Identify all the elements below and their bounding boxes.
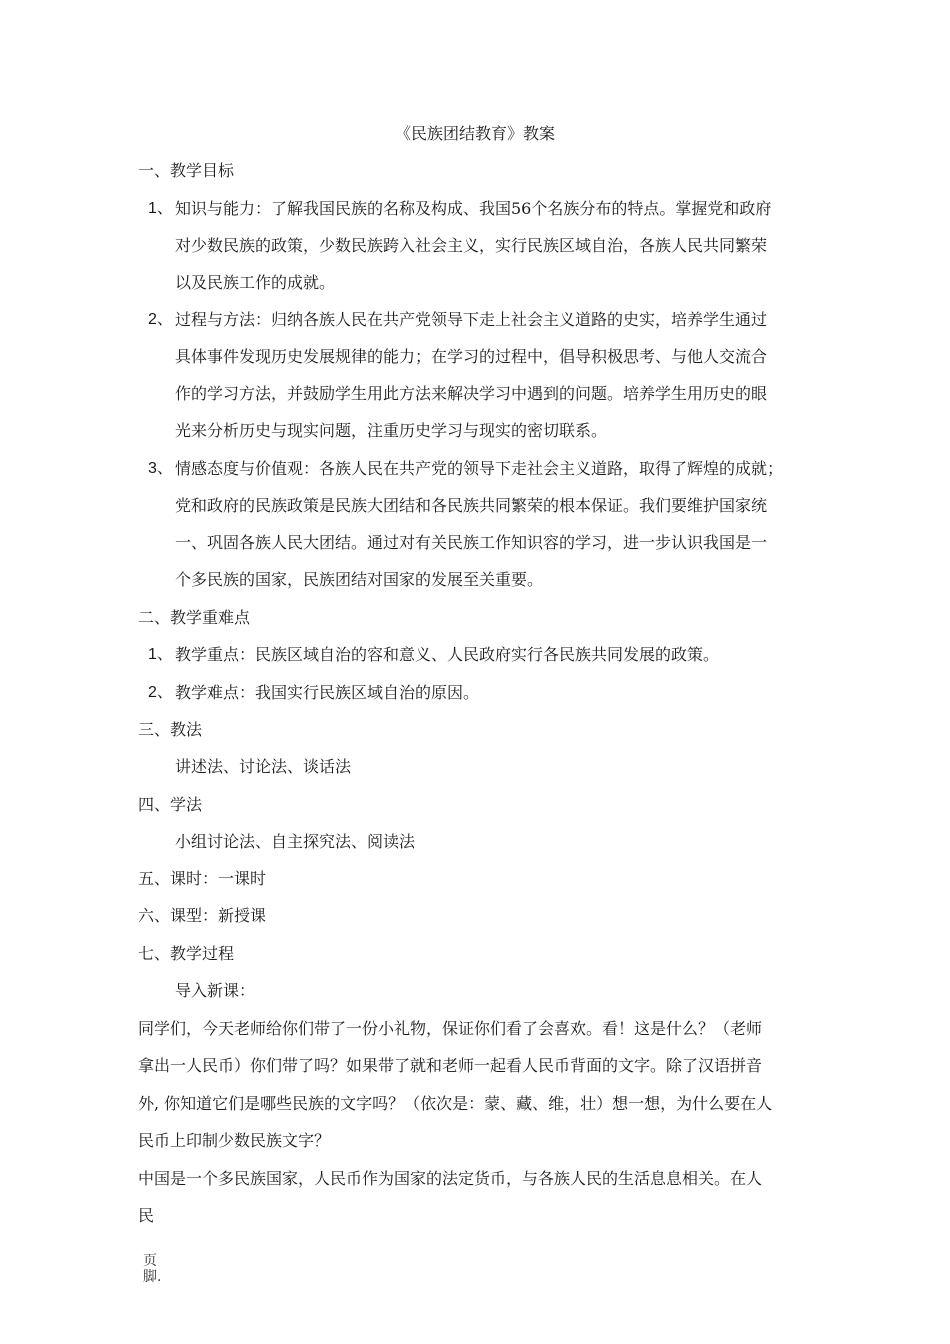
paragraph-line: 知识与能力：了解我国民族的名称及构成、我国56个名族分布的特点。掌握党和政府 (175, 199, 772, 218)
list-number: 1、 (148, 646, 173, 663)
paragraph-line: 教学重点：民族区域自治的容和意义、人民政府实行各民族共同发展的政策。 (175, 645, 720, 664)
paragraph-line: 导入新课： (175, 981, 256, 1000)
paragraph-line: 作的学习方法，并鼓励学生用此方法来解决学习中遇到的问题。培养学生用历史的眼 (175, 384, 768, 403)
paragraph-line: 个多民族的国家，民族团结对国家的发展至关重要。 (175, 570, 544, 589)
section-heading-teaching-methods: 三、教法 (138, 720, 203, 739)
paragraph-line: 光来分析历史与现实问题，注重历史学习与现实的密切联系。 (175, 421, 608, 440)
section-heading-class-type: 六、课型：新授课 (138, 906, 267, 925)
list-number: 2、 (148, 311, 173, 328)
paragraph-line: 过程与方法：归纳各族人民在共产党领导下走上社会主义道路的史实，培养学生通过 (175, 310, 768, 329)
paragraph-line: 拿出一人民币）你们带了吗？如果带了就和老师一起看人民币背面的文字。除了汉语拼音 (138, 1056, 763, 1075)
list-number: 3、 (148, 460, 173, 477)
section-heading-teaching-process: 七、教学过程 (138, 944, 235, 963)
paragraph-line: 外, 你知道它们是哪些民族的文字吗？（依次是：蒙、藏、维，壮）想一想，为什么要在人 (138, 1094, 773, 1113)
section-heading-class-hours: 五、课时：一课时 (138, 869, 267, 888)
footer-line: 页 (143, 1253, 157, 1269)
paragraph-line: 民 (138, 1206, 155, 1225)
paragraph-line: 具体事件发现历史发展规律的能力；在学习的过程中，倡导积极思考、与他人交流合 (175, 347, 768, 366)
section-heading-objectives: 一、教学目标 (138, 161, 235, 180)
paragraph-line: 中国是一个多民族国家，人民币作为国家的法定货币，与各族人民的生活息息相关。在人 (138, 1169, 763, 1188)
paragraph-line: 一、巩固各族人民大团结。通过对有关民族工作知识容的学习，进一步认识我国是一 (175, 533, 768, 552)
paragraph-line: 教学难点：我国实行民族区域自治的原因。 (175, 683, 480, 702)
list-number: 1、 (148, 200, 173, 217)
section-heading-key-points: 二、教学重难点 (138, 608, 251, 627)
paragraph-line: 讲述法、讨论法、谈话法 (175, 757, 352, 776)
paragraph-line: 小组讨论法、自主探究法、阅读法 (175, 832, 416, 851)
paragraph-line: 对少数民族的政策，少数民族跨入社会主义，实行民族区域自治，各族人民共同繁荣 (175, 236, 768, 255)
page-footer (143, 1253, 161, 1285)
list-number: 2、 (148, 684, 173, 701)
section-heading-learning-methods: 四、学法 (138, 795, 203, 814)
paragraph-line: 情感态度与价值观：各族人民在共产党的领导下走社会主义道路，取得了辉煌的成就； (175, 459, 784, 478)
paragraph-line: 党和政府的民族政策是民族大团结和各民族共同繁荣的根本保证。我们要维护国家统 (175, 496, 768, 515)
document-title: 《民族团结教育》教案 (394, 124, 555, 143)
paragraph-line: 以及民族工作的成就。 (175, 273, 336, 292)
footer-line: 脚. (143, 1269, 162, 1285)
paragraph-line: 同学们，今天老师给你们带了一份小礼物，保证你们看了会喜欢。看！这是什么？（老师 (138, 1019, 763, 1038)
paragraph-line: 民币上印制少数民族文字？ (138, 1131, 331, 1150)
